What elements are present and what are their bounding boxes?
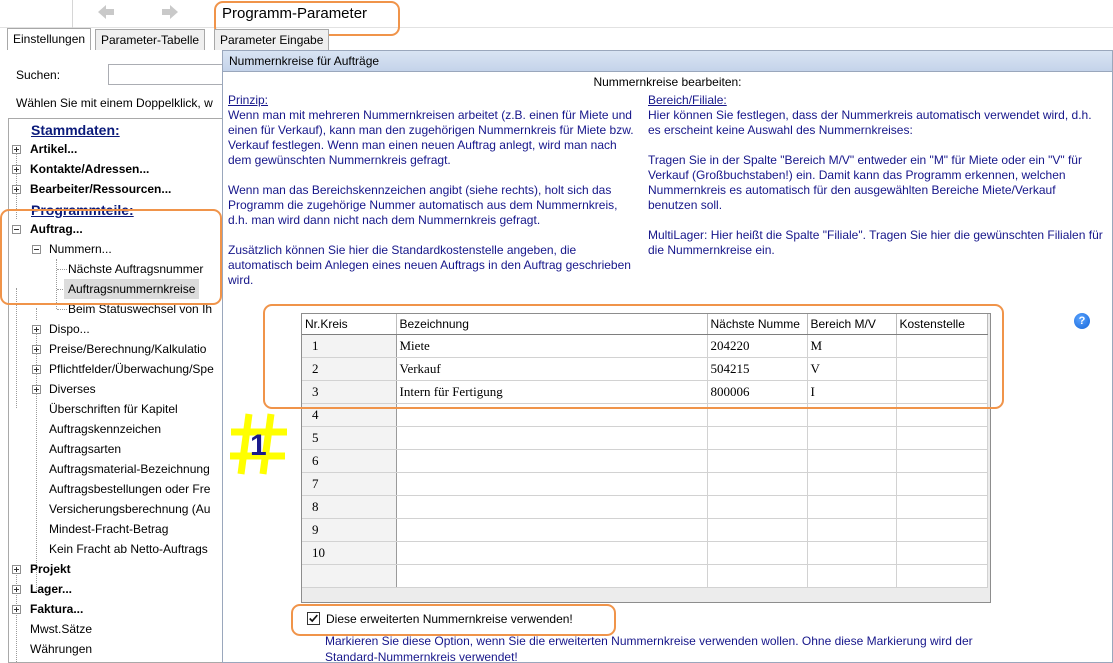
tree-item-auftragsnummernkreise[interactable]: Auftragsnummernkreise [64,279,199,299]
tree-item-auftrag[interactable]: Auftrag... [30,222,83,236]
toolbar-separator [72,0,73,28]
cell-bereich[interactable] [807,541,896,564]
expand-plus-icon[interactable] [12,165,21,174]
tree-item-statuswechsel[interactable]: Beim Statuswechsel von Ih [68,302,213,316]
tree-item-naechste-auftragsnummer[interactable]: Nächste Auftragsnummer [68,262,204,276]
tree-section-programmteile: Programmteile: [31,202,134,218]
cell-bereich[interactable] [807,449,896,472]
cell-bezeichnung[interactable]: Intern für Fertigung [396,380,707,403]
tree-item-diverses[interactable]: Diverses [49,382,96,396]
tree-line [16,288,17,408]
table-row [302,380,987,403]
tree-item-auftragsbestellungen[interactable]: Auftragsbestellungen oder Fre [49,482,211,496]
tree-item-kontakte[interactable]: Kontakte/Adressen... [30,162,150,176]
cell-naechste-nummer[interactable]: 800006 [707,380,807,403]
nummernkreise-table[interactable] [301,313,991,603]
prinzip-title: Prinzip: [228,93,269,107]
settings-tree[interactable] [8,118,224,663]
tab-parameter-eingabe[interactable]: Parameter Eingabe [214,29,329,50]
prinzip-text [228,93,638,303]
cell-kostenstelle[interactable] [896,334,987,357]
cell-nr[interactable]: 5 [302,426,396,449]
cell-naechste-nummer[interactable] [707,564,807,587]
column-header-naechste-nummer[interactable]: Nächste Numme [707,314,807,334]
cell-naechste-nummer[interactable] [707,541,807,564]
tree-line [16,149,17,219]
tree-line [57,269,67,270]
cell-bereich[interactable] [807,495,896,518]
tab-einstellungen[interactable]: Einstellungen [7,28,91,50]
tree-line [56,259,57,309]
cell-bezeichnung[interactable]: Miete [396,334,707,357]
tree-item-bearbeiter[interactable]: Bearbeiter/Ressourcen... [30,182,172,196]
hint-text: Wählen Sie mit einem Doppelklick, w [16,96,213,110]
tree-item-artikel[interactable]: Artikel... [30,142,78,156]
cell-bereich[interactable] [807,564,896,587]
tree-line [16,568,17,663]
cell-bereich[interactable]: V [807,357,896,380]
expand-plus-icon[interactable] [32,365,41,374]
tree-item-auftragsmaterial[interactable]: Auftragsmaterial-Bezeichnung [49,462,210,476]
expand-plus-icon[interactable] [32,345,41,354]
cell-naechste-nummer[interactable] [707,426,807,449]
prinzip-paragraph: Zusätzlich können Sie hier die Standardkostenstelle angeben, die automatisch beim Anlegen eines neuen Auftrags in den Auftrag geschrieben wird. [228,243,631,287]
table-row-new [302,564,987,587]
bereich-paragraph: Hier können Sie festlegen, dass der Nummerkreis automatisch verwendet wird, d.h. es erscheint keine Auswahl des Nummernkreises: [648,108,1092,137]
cell-naechste-nummer[interactable] [707,518,807,541]
tab-bar [0,28,1113,50]
tree-item-preise[interactable]: Preise/Berechnung/Kalkulatio [49,342,207,356]
cell-nr[interactable]: 3 [302,380,396,403]
tree-item-mwst[interactable]: Mwst.Sätze [30,622,93,636]
extended-nummernkreise-checkbox[interactable] [307,612,320,625]
bereich-title: Bereich/Filiale: [648,93,727,107]
column-header-kostenstelle[interactable]: Kostenstelle [896,314,987,334]
table-row [302,495,987,518]
checkmark-icon [308,613,319,624]
search-input[interactable] [108,64,228,85]
table-row [302,334,987,357]
tree-item-projekt[interactable]: Projekt [30,562,71,576]
expand-plus-icon[interactable] [32,325,41,334]
cell-kostenstelle[interactable] [896,380,987,403]
cell-bezeichnung[interactable] [396,495,707,518]
cell-nr[interactable]: 1 [302,334,396,357]
cell-naechste-nummer[interactable] [707,472,807,495]
title-bar [0,0,1113,28]
cell-naechste-nummer[interactable]: 504215 [707,357,807,380]
dialog-title: Nummernkreise für Aufträge [223,51,1112,72]
prinzip-paragraph: Wenn man mit mehreren Nummernkreisen arbeitet (z.B. einen für Miete und einen für Verkauf), kann man den zugehörigen Nummernkreis für Miete bzw. Verkauf festlegen. Wenn man einen neuen Auftrag anlegt, wird man nach dem gewünschten Nummernkreis gefragt. [228,108,634,167]
bereich-paragraph: Tragen Sie in der Spalte "Bereich M/V" entweder ein "M" für Miete oder ein "V" für Verkauf (Großbuchstaben!) ein. Damit kann das Programm erkennen, welchen Nummernkreis es automatisch für den ausgewählten Bereiche Miete/Verkauf benutzen soll. [648,153,1082,212]
cell-bereich[interactable] [807,403,896,426]
tree-item-dispo[interactable]: Dispo... [49,322,90,336]
tree-item-nummern[interactable]: Nummern... [49,242,112,256]
cell-bezeichnung[interactable] [396,541,707,564]
cell-bereich[interactable] [807,518,896,541]
cell-nr[interactable] [302,564,396,587]
cell-bereich[interactable]: I [807,380,896,403]
cell-naechste-nummer[interactable] [707,495,807,518]
tree-item-versicherung[interactable]: Versicherungsberechnung (Au [49,502,211,516]
settings-panel [0,50,224,663]
cell-bezeichnung[interactable]: Verkauf [396,357,707,380]
cell-bereich[interactable] [807,426,896,449]
bereich-text [648,93,1103,273]
table-row [302,403,987,426]
search-label: Suchen: [16,68,61,82]
window-title: Programm-Parameter [222,5,368,22]
cell-kostenstelle[interactable] [896,564,987,587]
help-icon[interactable]: ? [1074,313,1090,329]
tree-item-mindest-fracht[interactable]: Mindest-Fracht-Betrag [49,522,169,536]
tree-item-kein-fracht[interactable]: Kein Fracht ab Netto-Auftrags [49,542,208,556]
cell-nr[interactable]: 4 [302,403,396,426]
annotation-badge [229,406,289,476]
table-row [302,518,987,541]
expand-plus-icon[interactable] [12,565,21,574]
cell-naechste-nummer[interactable] [707,449,807,472]
table-row [302,426,987,449]
forward-arrow-icon[interactable] [160,4,180,20]
checkbox-note: Markieren Sie diese Option, wenn Sie die erweiterten Nummernkreise verwenden wollen. Ohne diese Markierung wird der Standard-Nummernkreis verwendet! [325,634,973,663]
bereich-paragraph: MultiLager: Hier heißt die Spalte "Filiale". Tragen Sie hier die gewünschten Filialen für die Nummernkreise ein. [648,228,1103,257]
tree-item-lager[interactable]: Lager... [30,582,73,596]
cell-bezeichnung[interactable] [396,518,707,541]
table-row [302,472,987,495]
tree-item-auftragsarten[interactable]: Auftragsarten [49,442,122,456]
collapse-minus-icon[interactable] [32,245,41,254]
cell-bezeichnung[interactable] [396,449,707,472]
cell-bezeichnung[interactable] [396,426,707,449]
expand-plus-icon[interactable] [12,585,21,594]
cell-nr[interactable]: 7 [302,472,396,495]
expand-plus-icon[interactable] [12,605,21,614]
nummernkreise-grid [302,314,988,588]
cell-naechste-nummer[interactable] [707,403,807,426]
table-row [302,541,987,564]
dialog-heading: Nummernkreise bearbeiten: [593,75,742,89]
cell-nr[interactable]: 10 [302,541,396,564]
cell-bereich[interactable] [807,472,896,495]
tree-item-auftragskennzeichen[interactable]: Auftragskennzeichen [49,422,162,436]
badge-number: 1 [250,429,267,462]
column-header-bezeichnung[interactable]: Bezeichnung [396,314,707,334]
prinzip-paragraph: Wenn man das Bereichskennzeichen angibt (siehe rechts), holt sich das Programm die zugehörige Nummer automatisch aus dem Nummernkreis, d.h. man wird dann nicht nach dem Nummernkreis gefragt. [228,183,618,227]
cell-kostenstelle[interactable] [896,541,987,564]
cell-bereich[interactable]: M [807,334,896,357]
cell-bezeichnung[interactable] [396,472,707,495]
tree-line [36,308,37,320]
table-row [302,357,987,380]
cell-nr[interactable]: 8 [302,495,396,518]
cell-bezeichnung[interactable] [396,564,707,587]
column-header-nr[interactable]: Nr.Kreis [302,314,396,334]
cell-kostenstelle[interactable] [896,472,987,495]
cell-kostenstelle[interactable] [896,449,987,472]
tab-parameter-tabelle[interactable]: Parameter-Tabelle [95,29,205,50]
table-row [302,449,987,472]
collapse-minus-icon[interactable] [12,225,21,234]
expand-plus-icon[interactable] [12,145,21,154]
cell-kostenstelle[interactable] [896,495,987,518]
cell-naechste-nummer[interactable]: 204220 [707,334,807,357]
tree-item-waehrungen[interactable]: Währungen [30,642,93,656]
cell-nr[interactable]: 9 [302,518,396,541]
back-arrow-icon[interactable] [96,4,116,20]
cell-kostenstelle[interactable] [896,357,987,380]
expand-plus-icon[interactable] [32,385,41,394]
nummernkreise-dialog [222,50,1113,663]
expand-plus-icon[interactable] [12,185,21,194]
column-header-bereich[interactable]: Bereich M/V [807,314,896,334]
tree-item-faktura[interactable]: Faktura... [30,602,84,616]
cell-kostenstelle[interactable] [896,403,987,426]
tree-item-ueberschriften[interactable]: Überschriften für Kapitel [49,402,178,416]
cell-nr[interactable]: 2 [302,357,396,380]
tree-line [57,309,67,310]
checkbox-label[interactable]: Diese erweiterten Nummernkreise verwenden! [326,612,573,626]
tree-section-stammdaten: Stammdaten: [31,122,120,138]
cell-bezeichnung[interactable] [396,403,707,426]
cell-kostenstelle[interactable] [896,426,987,449]
tree-item-pflichtfelder[interactable]: Pflichtfelder/Überwachung/Spe [49,362,214,376]
cell-kostenstelle[interactable] [896,518,987,541]
table-header-row [302,314,987,334]
cell-nr[interactable]: 6 [302,449,396,472]
